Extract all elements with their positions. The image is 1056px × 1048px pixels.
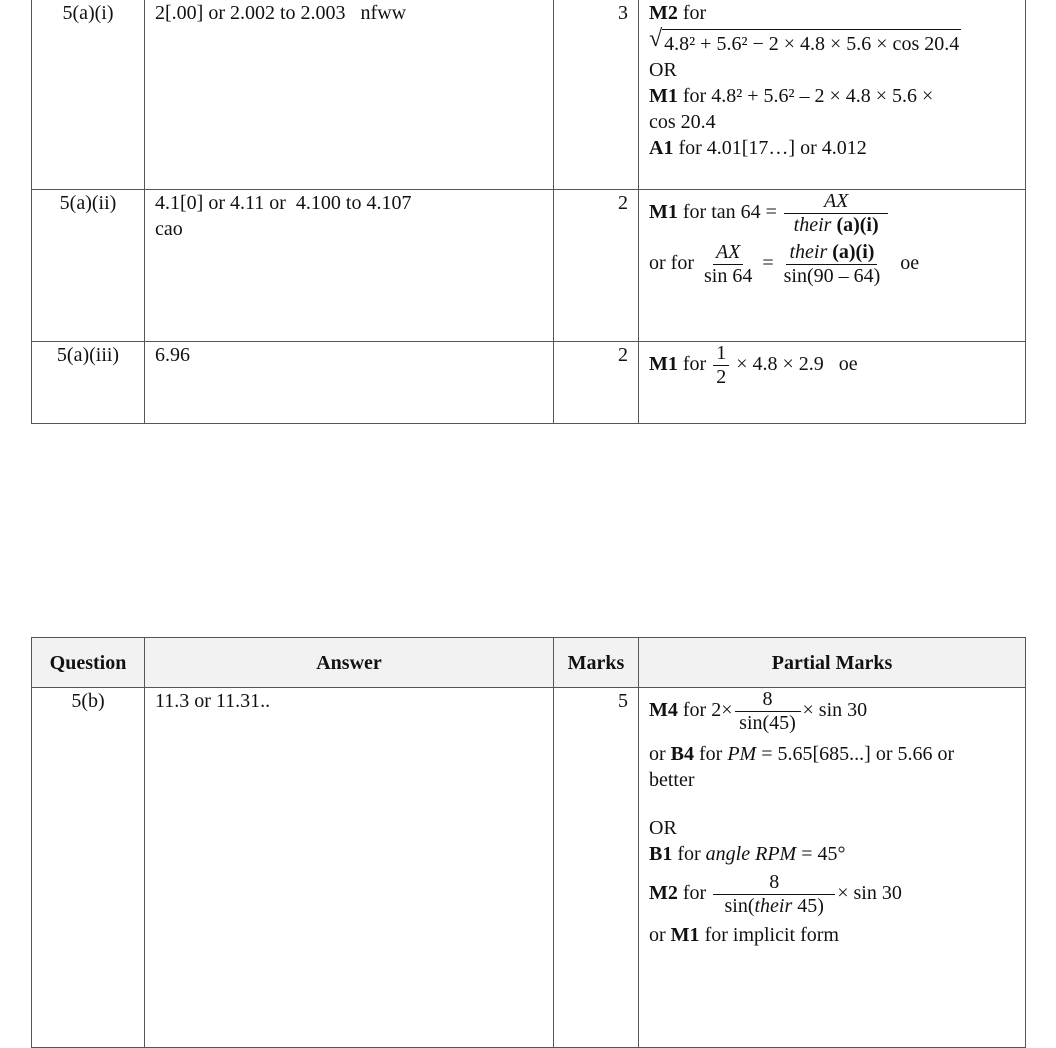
mark-code: M1 (649, 353, 678, 376)
text: for (677, 843, 701, 865)
mark-code: B4 (670, 743, 695, 765)
header-marks: Marks (554, 638, 639, 688)
text: their (793, 214, 832, 236)
text: oe (900, 252, 920, 275)
radicand: 4.8² + 5.6² − 2 × 4.8 × 5.6 × cos 20.4 (662, 29, 961, 57)
text: or (649, 743, 666, 765)
text: tan 64 = (711, 201, 777, 224)
partial-marks-cell (639, 190, 1026, 342)
text: their (754, 895, 793, 917)
numerator: 1 (713, 342, 729, 366)
or-text: OR (649, 817, 677, 839)
header-question: Question (32, 638, 145, 688)
text: sin( (724, 895, 755, 917)
marks-cell: 3 (554, 0, 639, 190)
text: cos 20.4 (649, 111, 716, 133)
text: for 4.8² + 5.6² – 2 × 4.8 × 5.6 × (682, 85, 934, 107)
denominator: 2 (716, 366, 727, 388)
numerator: AX (715, 241, 741, 263)
header-answer: Answer (145, 638, 554, 688)
text: 45) (792, 895, 824, 917)
marks-cell: 2 (554, 342, 639, 424)
question-cell: 5(a)(iii) (32, 342, 145, 424)
text: for (682, 201, 707, 224)
text: their (789, 241, 828, 263)
table-row (32, 688, 1026, 1048)
fraction (713, 871, 835, 918)
partial-marks-cell (639, 688, 1026, 1048)
text: × sin 30 (802, 699, 868, 722)
text: for implicit form (704, 924, 839, 946)
mark-code: M4 (649, 699, 678, 722)
question-cell: 5(a)(ii) (32, 190, 145, 342)
numerator: 8 (735, 688, 801, 712)
mark-code: M2 (649, 2, 678, 24)
numerator: AX (823, 190, 849, 212)
header-partial-marks: Partial Marks (639, 638, 1026, 688)
denominator: sin 64 (703, 265, 753, 287)
text: for (699, 743, 723, 765)
text: × 4.8 × 2.9 (736, 353, 824, 376)
text: × sin 30 (837, 882, 902, 905)
fraction (735, 688, 801, 735)
mark-code: M1 (670, 924, 700, 946)
fraction (701, 241, 755, 288)
table-row (32, 0, 1026, 190)
text: oe (838, 353, 858, 376)
mark-scheme-table-bottom (31, 637, 1026, 1048)
text: for (682, 2, 707, 24)
text: or (649, 924, 666, 946)
text: = 5.65[685...] or 5.66 or (761, 743, 955, 765)
text: for 2× (682, 699, 733, 722)
text: cao (155, 218, 183, 240)
text: for 4.01[17…] or 4.012 (678, 137, 867, 159)
text: (a)(i) (832, 241, 875, 263)
question-cell: 5(a)(i) (32, 0, 145, 190)
fraction (713, 342, 729, 389)
partial-marks-cell (639, 0, 1026, 190)
answer-cell (145, 190, 554, 342)
text: = (762, 252, 774, 275)
denominator: sin(45) (739, 712, 796, 734)
text: for (682, 882, 707, 905)
denominator: sin(90 – 64) (783, 265, 881, 287)
question-cell: 5(b) (32, 688, 145, 1048)
text: better (649, 769, 695, 791)
answer-cell: 11.3 or 11.31.. (145, 688, 554, 1048)
mark-code: B1 (649, 843, 673, 865)
numerator: 8 (713, 871, 835, 895)
fraction (781, 241, 884, 288)
text: = 45° (801, 843, 846, 865)
table-row (32, 190, 1026, 342)
mark-code: A1 (649, 137, 674, 159)
text: (a)(i) (836, 214, 879, 236)
partial-marks-cell (639, 342, 1026, 424)
text: PM (727, 743, 757, 765)
answer-cell: 6.96 (145, 342, 554, 424)
text: 4.1[0] or 4.11 or 4.100 to 4.107 (155, 192, 412, 214)
text: angle RPM (705, 843, 797, 865)
header-row (32, 638, 1026, 688)
fraction (784, 190, 888, 237)
table-row (32, 342, 1026, 424)
mark-code: M1 (649, 201, 678, 224)
sqrt-expression: √ 4.8² + 5.6² − 2 × 4.8 × 5.6 × cos 20.4 (649, 26, 960, 55)
mark-code: M2 (649, 882, 678, 905)
text: or for (649, 252, 694, 275)
mark-scheme-table-top (31, 0, 1026, 424)
marks-cell: 2 (554, 190, 639, 342)
mark-code: M1 (649, 85, 678, 107)
text: for (682, 353, 707, 376)
marks-cell: 5 (554, 688, 639, 1048)
answer-cell: 2[.00] or 2.002 to 2.003 nfww (145, 0, 554, 190)
or-text: OR (649, 59, 677, 81)
